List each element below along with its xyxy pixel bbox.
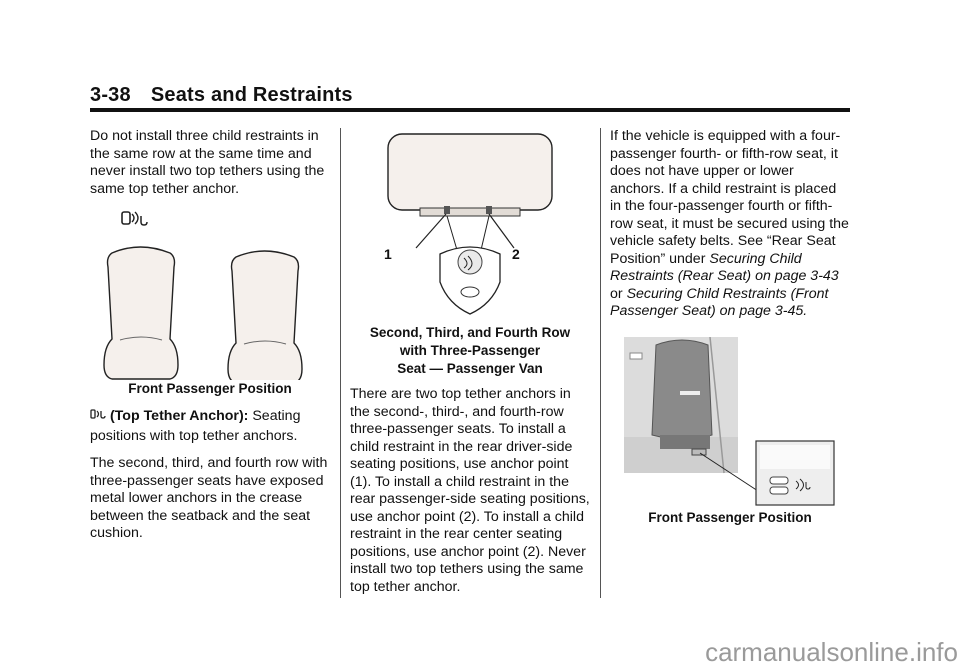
header-rule bbox=[90, 108, 850, 112]
rear-seat-tether-illustration bbox=[350, 128, 590, 324]
col3-paragraph-1 bbox=[610, 128, 850, 321]
tether-anchor-label: (Top Tether Anchor): bbox=[109, 408, 249, 424]
anchor-detail-callout bbox=[440, 247, 500, 314]
col3-or: or bbox=[610, 285, 623, 302]
column-3 bbox=[610, 128, 850, 527]
link-front-seat[interactable]: Securing Child Restraints (Front Passenger Seat) on page 3-45. bbox=[610, 285, 829, 319]
tether-anchor-definition bbox=[90, 408, 330, 445]
watermark: carmanualsonline.info bbox=[705, 637, 958, 667]
column-1 bbox=[90, 128, 330, 553]
tether-anchor-icon bbox=[122, 212, 147, 225]
front-passenger-figure bbox=[90, 208, 330, 380]
col3-figure-caption: Front Passenger Position bbox=[648, 509, 812, 525]
front-seat-photo-figure bbox=[610, 337, 850, 509]
link-rear-seat[interactable]: Securing Child Restraints (Rear Seat) on page 3-43 bbox=[610, 250, 839, 284]
col1-paragraph-3: The second, third, and fourth row with three-passenger seats have exposed metal lower anchors in the crease between the seatback and the seat cushion. bbox=[90, 455, 328, 541]
col2-figure-caption bbox=[350, 324, 590, 378]
tether-anchor-icon bbox=[90, 408, 106, 428]
caption-line-3: Seat — Passenger Van bbox=[397, 361, 543, 376]
caption-line-1: Second, Third, and Fourth Row bbox=[369, 325, 571, 340]
left-seat bbox=[104, 247, 178, 379]
page-number: 3-38 bbox=[90, 84, 131, 106]
column-divider-1 bbox=[340, 128, 341, 598]
col1-figure-caption: Front Passenger Position bbox=[128, 381, 292, 396]
anchor-inset bbox=[756, 441, 834, 505]
column-2 bbox=[350, 128, 590, 606]
col3-text: If the vehicle is equipped with a four-passenger fourth- or fifth-row seat, it does not have upper or lower anchors. If a child restraint is placed in the four-passenger fourth or fifth-row seat, it must be secured using the vehicle safety belts. See “Rear Seat Position” under bbox=[610, 128, 849, 267]
front-seat-photo-illustration bbox=[610, 337, 850, 509]
col1-paragraph-1: Do not install three child restraints in the same row at the same time and never install two top tethers using the same top tether anchor. bbox=[90, 128, 325, 197]
anchor-point-1 bbox=[444, 206, 450, 214]
front-passenger-seats-illustration bbox=[90, 208, 330, 380]
page-header bbox=[90, 84, 353, 107]
col2-paragraph-1: There are two top tether anchors in the second-, third-, and fourth-row three-passenger seats. To install a child restraint in the rear driver-side seating positions, use anchor point (1). To install a child restraint in the rear passenger-side seating positions, use anchor point (2). To install a child restraint in the rear center seating positions, use anchor point (2). Never install two top tethers using the same top tether anchor. bbox=[350, 386, 590, 595]
tether-anchor-text: Seating positions with top tether anchors. bbox=[90, 408, 301, 444]
callout-label-2: 2 bbox=[512, 246, 520, 262]
right-seat bbox=[228, 251, 302, 380]
rear-seatback bbox=[388, 134, 552, 216]
section-title: Seats and Restraints bbox=[150, 84, 353, 106]
anchor-point-2 bbox=[486, 206, 492, 214]
column-divider-2 bbox=[600, 128, 601, 598]
callout-label-1: 1 bbox=[384, 246, 392, 262]
caption-line-2: with Three-Passenger bbox=[399, 343, 541, 358]
rear-seat-figure bbox=[350, 128, 590, 324]
